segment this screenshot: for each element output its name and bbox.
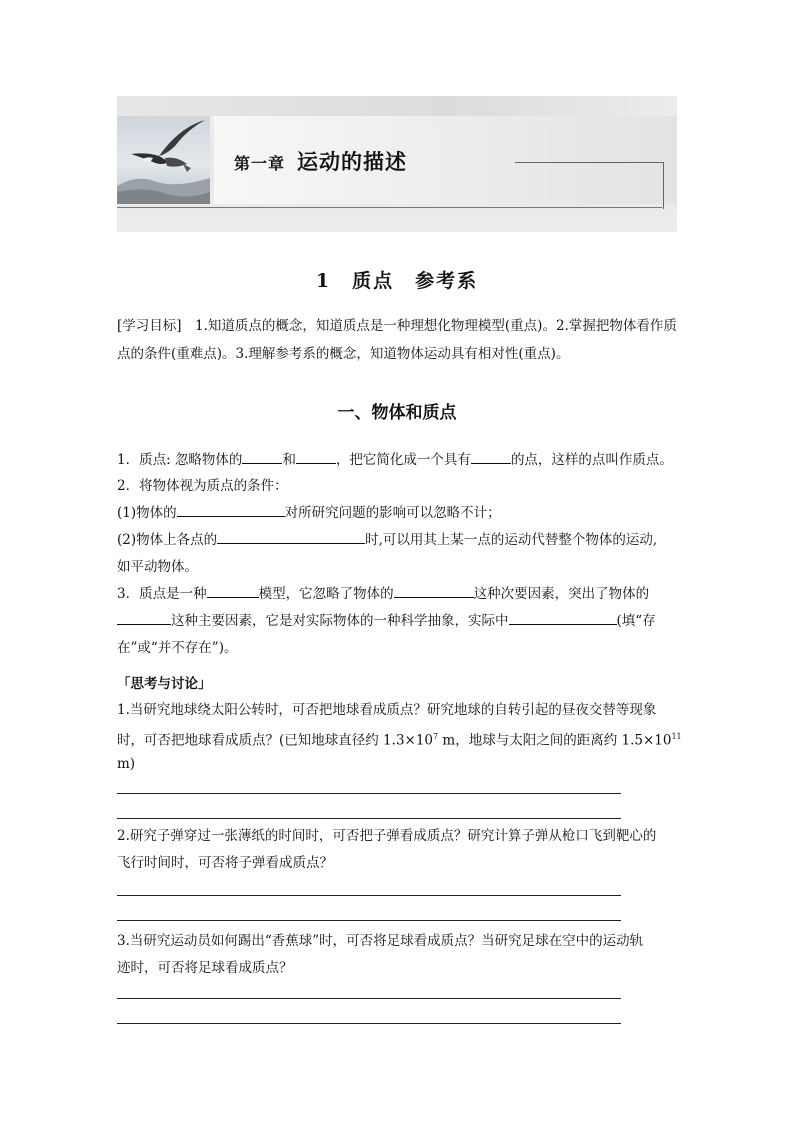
text: 这种主要因素，它是对实际物体的一种科学抽象，实际中 [171,613,509,629]
text: 时，可否把地球看成质点？(已知地球直径约 1.3×10 [117,732,434,749]
text: m，地球与太阳之间的距离约 1.5×10 [438,732,672,749]
blank [217,529,365,544]
eagle-image [117,116,210,204]
blank [394,583,474,598]
answer-line [117,818,621,819]
fill-line-4 [117,527,677,553]
text: 对所研究问题的影响可以忽略不计； [284,505,501,521]
blank [117,610,171,625]
lesson-title: 1 质点 参考系 [315,270,479,292]
answer-line [117,1023,621,1024]
learning-objectives: [学习目标] 1.知道质点的概念，知道质点是一种理想化物理模型(重点)。2.掌握把物体看作质点的条件(重难点)。3.理解参考系的概念，知道物体运动具有相对性(重点)。 [117,318,677,362]
exponent: 7 [433,732,439,741]
text: 模型，它忽略了物体的 [258,586,394,602]
blank [296,449,336,464]
text: (2)物体上各点的 [117,532,218,548]
fill-line-3 [117,500,677,526]
text: (1)物体的 [117,505,177,521]
answer-line [117,998,621,999]
text: 3．质点是一种 [117,586,207,602]
text: 1．质点: 忽略物体的 [117,452,243,468]
fill-line-2: 2．将物体视为质点的条件： [117,478,288,494]
blank [207,583,259,598]
blank [471,449,511,464]
answer-line [117,793,621,794]
text: 这种次要因素，突出了物体的 [473,586,650,602]
fill-line-5: 如平动物体。 [117,559,198,575]
text: 时,可以用其上某一点的运动代替整个物体的运动, [365,532,658,548]
text: 和 [282,452,296,468]
chapter-number: 第一章 [234,154,286,173]
discussion-heading: 「思考与讨论」 [117,676,212,692]
banner-frame [515,162,664,209]
section-title: 一、物体和质点 [337,403,457,423]
answer-line [117,895,621,896]
blank [509,610,617,625]
banner-divider [117,207,662,208]
chapter-name: 运动的描述 [297,150,408,174]
question-3-line-2: 迹时，可否将足球看成质点？ [117,960,293,976]
answer-line [117,920,621,921]
exponent: 11 [671,732,682,741]
fill-line-6 [117,581,677,607]
question-1-line-1: 1.当研究地球绕太阳公转时，可否把地球看成质点？研究地球的自转引起的昼夜交替等现象 [117,702,657,718]
banner-top-band [117,96,677,116]
chapter-banner [117,96,677,232]
text: ，把它简化成一个具有 [335,452,471,468]
eagle-icon [117,116,210,204]
fill-line-1 [117,447,677,473]
question-1-line-2 [117,724,682,754]
blank [177,502,285,517]
text: (填“存 [616,613,656,629]
question-3-line-1: 3.当研究运动员如何踢出“香蕉球”时，可否将足球看成质点？当研究足球在空中的运动轨 [117,933,644,949]
question-2-line-2: 飞行时间时，可否将子弹看成质点？ [117,855,333,871]
question-1-line-3: m) [117,756,136,772]
question-2-line-1: 2.研究子弹穿过一张薄纸的时间时，可否把子弹看成质点？研究计算子弹从枪口飞到靶心的 [117,828,657,844]
fill-line-7 [117,608,677,634]
text: 的点，这样的点叫作质点。 [510,452,673,468]
fill-line-8: 在”或“并不存在”)。 [117,640,238,656]
blank [242,449,282,464]
chapter-title [234,146,407,176]
